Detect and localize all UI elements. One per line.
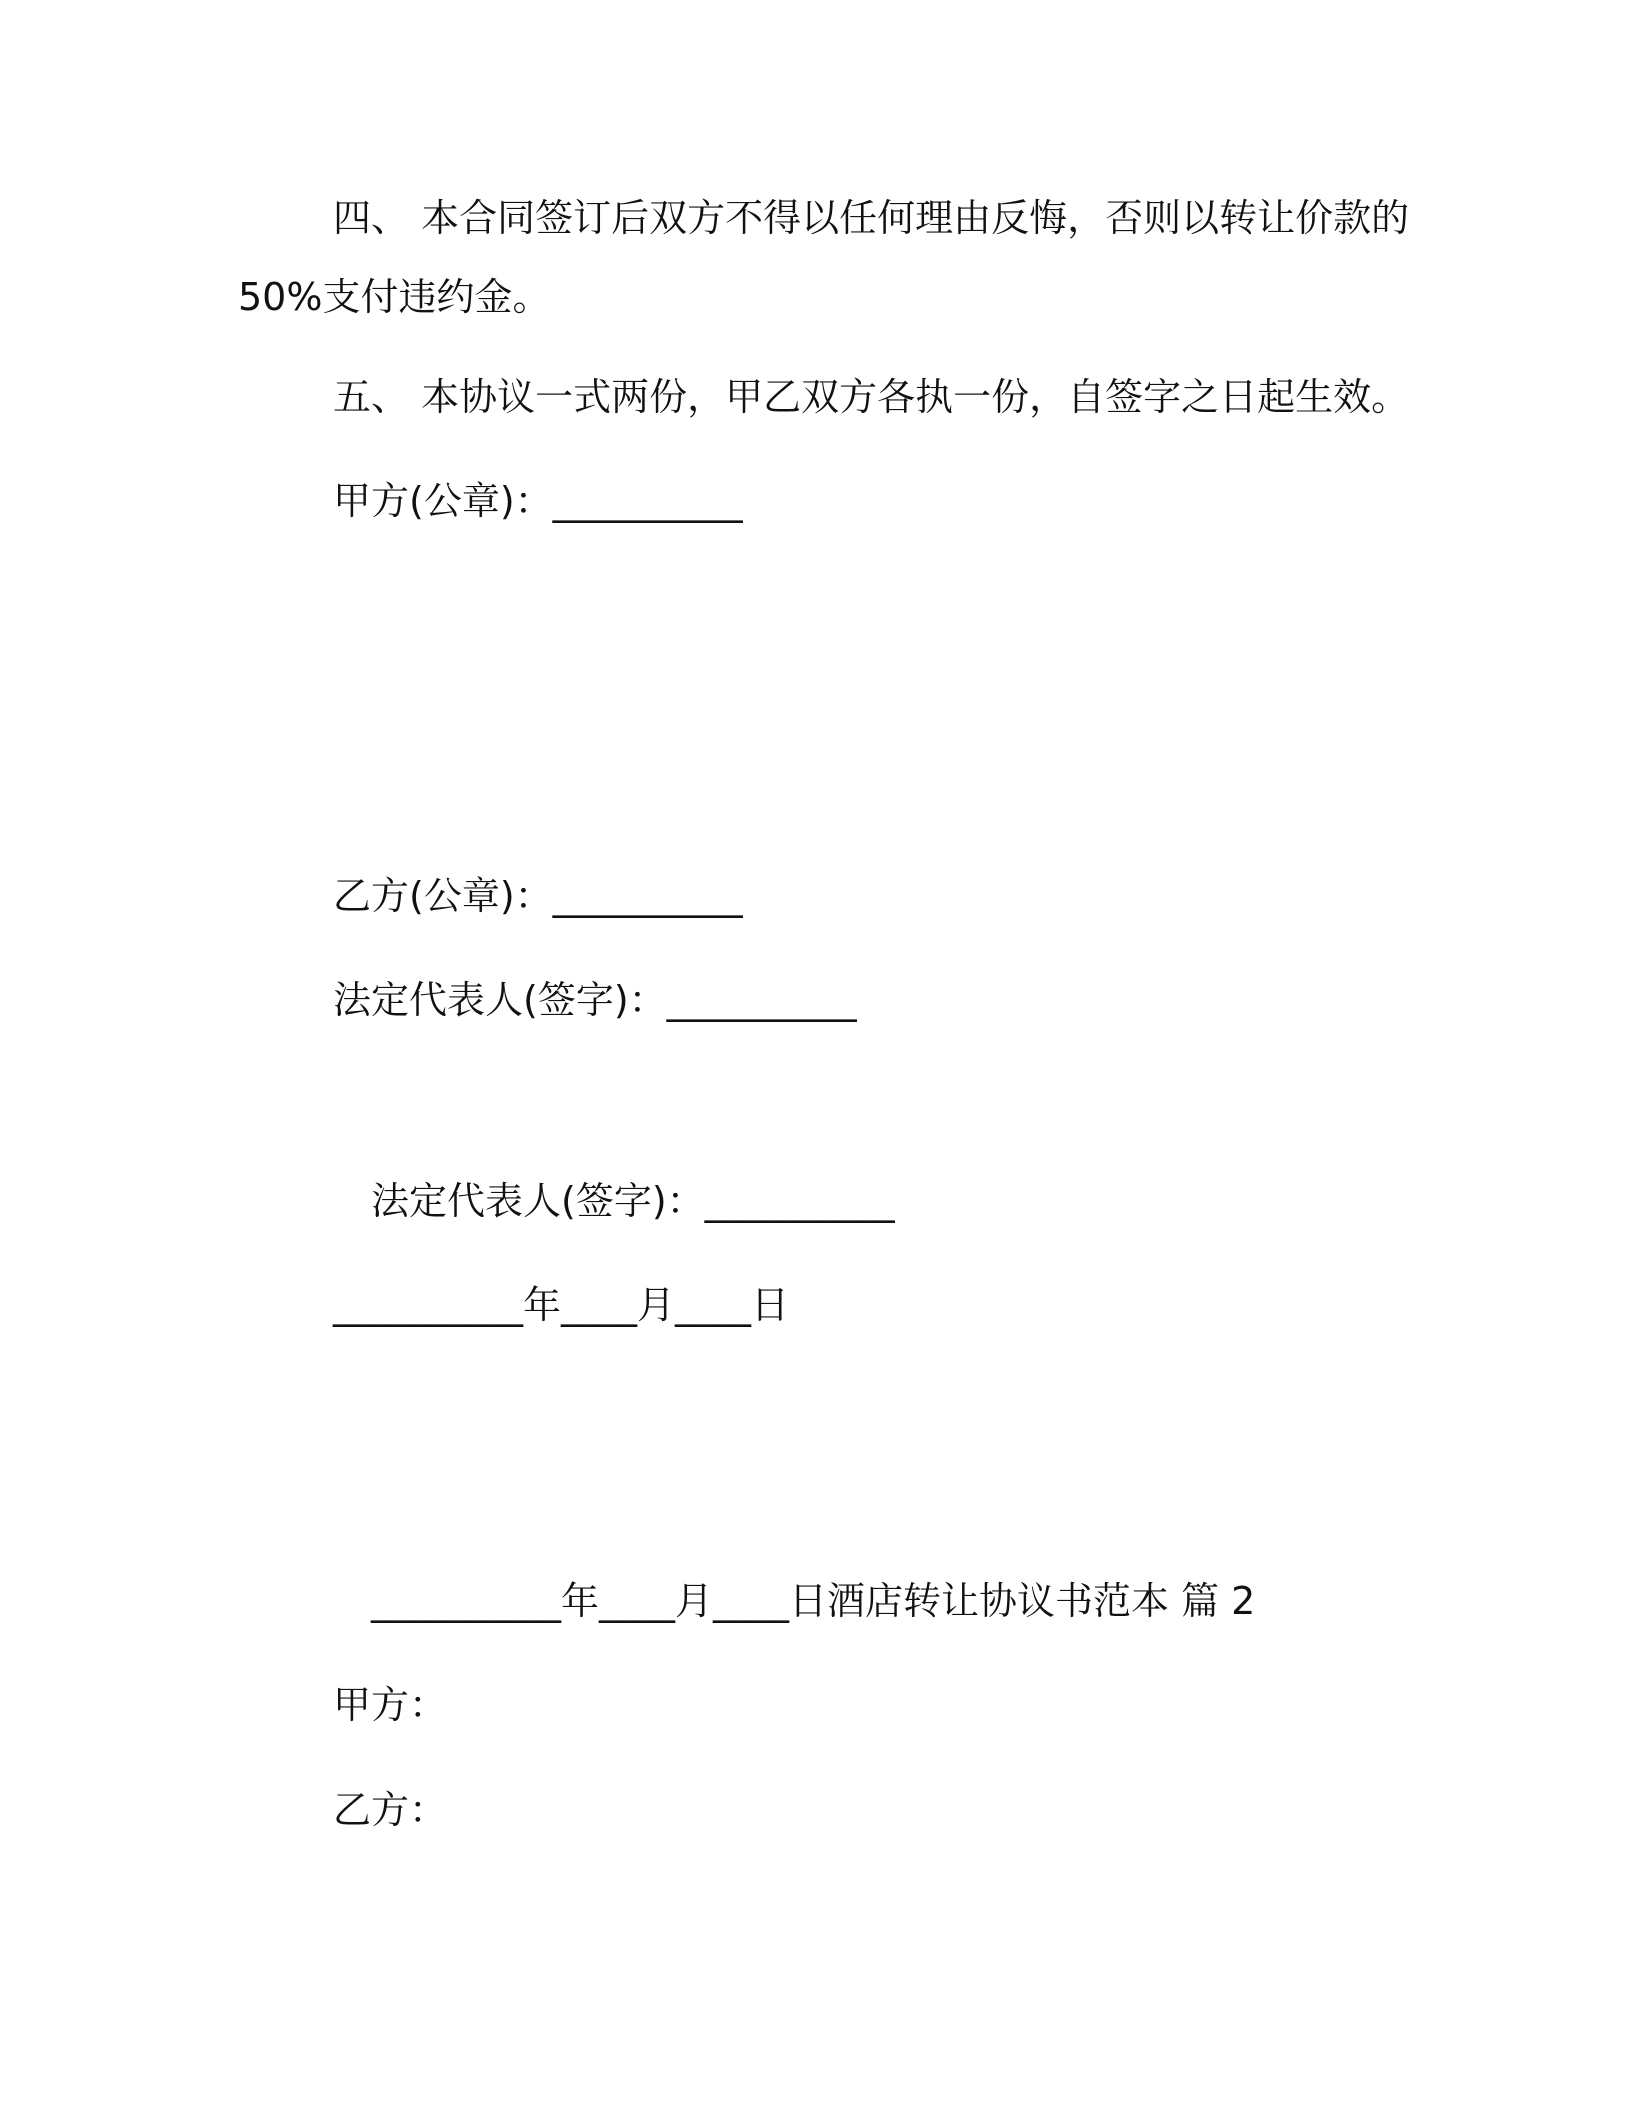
clause-4-line-2: 50%支付违约金。 — [238, 275, 551, 319]
legal-rep-signature-line-2: 法定代表人(签字)：__________ — [371, 1179, 895, 1223]
party-b-label: 乙方： — [333, 1788, 448, 1832]
date-line: __________年____月____日 — [333, 1283, 790, 1327]
next-section-title: __________年____月____日酒店转让协议书范本 篇 2 — [371, 1579, 1256, 1623]
clause-4-line-1: 四、 本合同签订后双方不得以任何理由反悔，否则以转让价款的 — [333, 196, 1410, 240]
legal-rep-signature-line-1: 法定代表人(签字)：__________ — [333, 978, 857, 1022]
party-a-label: 甲方： — [333, 1683, 448, 1727]
clause-5: 五、 本协议一式两份，甲乙双方各执一份，自签字之日起生效。 — [333, 375, 1410, 419]
party-b-seal-line: 乙方(公章)：__________ — [333, 874, 743, 918]
party-a-seal-line: 甲方(公章)：__________ — [333, 479, 743, 523]
